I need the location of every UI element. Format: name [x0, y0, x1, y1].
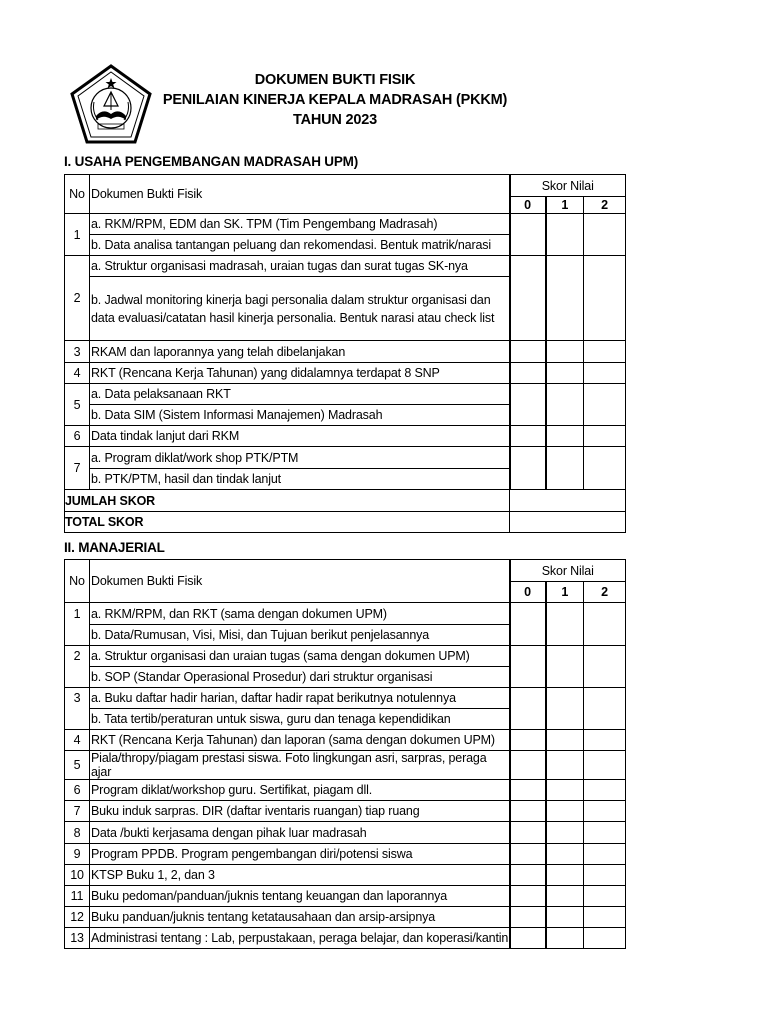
table-row-text: a. RKM/RPM, dan RKT (sama dengan dokumen UPM)	[90, 603, 510, 625]
score-cell-2[interactable]	[584, 341, 626, 363]
table-row-text: b. Data analisa tantangan peluang dan rekomendasi. Bentuk matrik/narasi	[90, 235, 510, 256]
row-no: 10	[65, 865, 90, 886]
document-header	[160, 70, 510, 130]
score-cell-2[interactable]	[584, 865, 626, 886]
score-cell-0[interactable]	[510, 426, 546, 447]
col-no-header: No	[65, 560, 90, 603]
score-cell-1[interactable]	[546, 214, 584, 256]
score-cell-1[interactable]	[546, 844, 584, 865]
total-skor-value[interactable]	[510, 512, 626, 533]
score-1-header: 1	[546, 582, 584, 603]
upm-table	[64, 174, 626, 533]
score-cell-0[interactable]	[510, 822, 546, 844]
score-cell-1[interactable]	[546, 886, 584, 907]
col-doc-header: Dokumen Bukti Fisik	[90, 175, 510, 214]
score-cell-0[interactable]	[510, 801, 546, 822]
score-cell-1[interactable]	[546, 256, 584, 341]
score-cell-0[interactable]	[510, 780, 546, 801]
score-2-header: 2	[584, 582, 626, 603]
table-row-text: b. Jadwal monitoring kinerja bagi personalia dalam struktur organisasi dan data evaluasi/catatan hasil kinerja personalia. Bentuk narasi atau check list	[90, 277, 510, 341]
row-no-empty	[65, 709, 90, 730]
score-cell-0[interactable]	[510, 928, 546, 949]
score-cell-1[interactable]	[546, 801, 584, 822]
score-cell-0[interactable]	[510, 256, 546, 341]
score-cell-2[interactable]	[584, 780, 626, 801]
row-no: 4	[65, 363, 90, 384]
row-no: 2	[65, 256, 90, 341]
col-doc-header: Dokumen Bukti Fisik	[90, 560, 510, 603]
score-cell-1[interactable]	[546, 865, 584, 886]
score-cell-2[interactable]	[584, 426, 626, 447]
header-subtitle: PENILAIAN KINERJA KEPALA MADRASAH (PKKM)	[162, 92, 508, 108]
score-cell-0[interactable]	[510, 886, 546, 907]
table-row-text: Data tindak lanjut dari RKM	[90, 426, 510, 447]
header-title: DOKUMEN BUKTI FISIK	[254, 72, 416, 88]
score-cell-2[interactable]	[584, 363, 626, 384]
row-no: 1	[65, 214, 90, 256]
table-row-text: RKAM dan laporannya yang telah dibelanjakan	[90, 341, 510, 363]
row-no-empty	[65, 625, 90, 646]
table-row-text: Data /bukti kerjasama dengan pihak luar madrasah	[90, 822, 510, 844]
row-no: 3	[65, 688, 90, 709]
table-row-text: a. Struktur organisasi madrasah, uraian tugas dan surat tugas SK-nya	[90, 256, 510, 277]
score-cell-1[interactable]	[546, 780, 584, 801]
score-cell-1[interactable]	[546, 384, 584, 426]
score-cell-1[interactable]	[546, 363, 584, 384]
score-cell-1[interactable]	[546, 426, 584, 447]
score-cell-0[interactable]	[510, 214, 546, 256]
score-cell-2[interactable]	[584, 384, 626, 426]
col-no-header: No	[65, 175, 90, 214]
table-row-text: a. RKM/RPM, EDM dan SK. TPM (Tim Pengembang Madrasah)	[90, 214, 510, 235]
score-cell-2[interactable]	[584, 214, 626, 256]
jumlah-skor-value[interactable]	[510, 490, 626, 512]
table-row-text: Piala/thropy/piagam prestasi siswa. Foto lingkungan asri, sarpras, peraga ajar	[90, 751, 510, 780]
score-cell-1[interactable]	[546, 822, 584, 844]
score-1-header: 1	[546, 197, 584, 214]
score-cell-0[interactable]	[510, 341, 546, 363]
table-row-text: b. PTK/PTM, hasil dan tindak lanjut	[90, 469, 510, 490]
score-cell-1[interactable]	[546, 688, 584, 730]
section2-title: II. MANAJERIAL	[64, 540, 165, 555]
col-score-header: Skor Nilai	[510, 175, 626, 197]
manajerial-table	[64, 559, 626, 949]
score-2-header: 2	[584, 197, 626, 214]
score-cell-2[interactable]	[584, 603, 626, 646]
score-cell-0[interactable]	[510, 447, 546, 490]
score-cell-0[interactable]	[510, 688, 546, 730]
row-no: 7	[65, 447, 90, 490]
total-skor-label: TOTAL SKOR	[65, 512, 510, 533]
col-score-header: Skor Nilai	[510, 560, 626, 582]
score-cell-0[interactable]	[510, 603, 546, 646]
score-cell-1[interactable]	[546, 603, 584, 646]
score-cell-2[interactable]	[584, 928, 626, 949]
score-cell-2[interactable]	[584, 730, 626, 751]
score-cell-2[interactable]	[584, 688, 626, 730]
score-cell-2[interactable]	[584, 907, 626, 928]
row-no: 4	[65, 730, 90, 751]
score-cell-1[interactable]	[546, 341, 584, 363]
row-no: 6	[65, 780, 90, 801]
score-cell-0[interactable]	[510, 384, 546, 426]
table-row-text: b. Tata tertib/peraturan untuk siswa, guru dan tenaga kependidikan	[90, 709, 510, 730]
table-row-text: RKT (Rencana Kerja Tahunan) dan laporan (sama dengan dokumen UPM)	[90, 730, 510, 751]
row-no: 9	[65, 844, 90, 865]
row-no: 5	[65, 384, 90, 426]
score-cell-2[interactable]	[584, 801, 626, 822]
row-no: 12	[65, 907, 90, 928]
table-row-text: Program diklat/workshop guru. Sertifikat, piagam dll.	[90, 780, 510, 801]
score-cell-0[interactable]	[510, 730, 546, 751]
score-cell-1[interactable]	[546, 447, 584, 490]
table-row-text: a. Data pelaksanaan RKT	[90, 384, 510, 405]
score-cell-0[interactable]	[510, 363, 546, 384]
score-cell-2[interactable]	[584, 844, 626, 865]
row-no: 6	[65, 426, 90, 447]
score-cell-0[interactable]	[510, 751, 546, 780]
kemenag-emblem-icon	[70, 64, 152, 146]
header-year: TAHUN 2023	[293, 112, 377, 128]
score-cell-1[interactable]	[546, 646, 584, 688]
score-cell-2[interactable]	[584, 447, 626, 490]
table-row-text: KTSP Buku 1, 2, dan 3	[90, 865, 510, 886]
table-row-text: b. SOP (Standar Operasional Prosedur) dari struktur organisasi	[90, 667, 510, 688]
score-0-header: 0	[510, 582, 546, 603]
score-cell-2[interactable]	[584, 256, 626, 341]
table-row-text: a. Program diklat/work shop PTK/PTM	[90, 447, 510, 469]
row-no: 13	[65, 928, 90, 949]
table-row-text: a. Struktur organisasi dan uraian tugas (sama dengan dokumen UPM)	[90, 646, 510, 667]
score-cell-2[interactable]	[584, 751, 626, 780]
score-cell-1[interactable]	[546, 907, 584, 928]
jumlah-skor-label: JUMLAH SKOR	[65, 490, 510, 512]
score-cell-2[interactable]	[584, 886, 626, 907]
table-row-text: Administrasi tentang : Lab, perpustakaan, peraga belajar, dan koperasi/kantin	[90, 928, 510, 949]
score-cell-0[interactable]	[510, 865, 546, 886]
row-no: 2	[65, 646, 90, 667]
score-cell-0[interactable]	[510, 844, 546, 865]
score-cell-1[interactable]	[546, 751, 584, 780]
score-cell-2[interactable]	[584, 822, 626, 844]
row-no: 1	[65, 603, 90, 625]
row-no: 3	[65, 341, 90, 363]
table-row-text: a. Buku daftar hadir harian, daftar hadir rapat berikutnya notulennya	[90, 688, 510, 709]
table-row-text: b. Data/Rumusan, Visi, Misi, dan Tujuan berikut penjelasannya	[90, 625, 510, 646]
section1-title: I. USAHA PENGEMBANGAN MADRASAH UPM)	[64, 154, 359, 169]
score-cell-2[interactable]	[584, 646, 626, 688]
table-row-text: Buku induk sarpras. DIR (daftar iventaris ruangan) tiap ruang	[90, 801, 510, 822]
row-no: 8	[65, 822, 90, 844]
table-row-text: b. Data SIM (Sistem Informasi Manajemen) Madrasah	[90, 405, 510, 426]
score-cell-0[interactable]	[510, 907, 546, 928]
row-no: 5	[65, 751, 90, 780]
row-no: 7	[65, 801, 90, 822]
score-0-header: 0	[510, 197, 546, 214]
row-no: 11	[65, 886, 90, 907]
table-row-text: RKT (Rencana Kerja Tahunan) yang didalamnya terdapat 8 SNP	[90, 363, 510, 384]
row-no-empty	[65, 667, 90, 688]
score-cell-0[interactable]	[510, 646, 546, 688]
score-cell-1[interactable]	[546, 730, 584, 751]
table-row-text: Program PPDB. Program pengembangan diri/potensi siswa	[90, 844, 510, 865]
table-row-text: Buku pedoman/panduan/juknis tentang keuangan dan laporannya	[90, 886, 510, 907]
score-cell-1[interactable]	[546, 928, 584, 949]
table-row-text: Buku panduan/juknis tentang ketatausahaan dan arsip-arsipnya	[90, 907, 510, 928]
